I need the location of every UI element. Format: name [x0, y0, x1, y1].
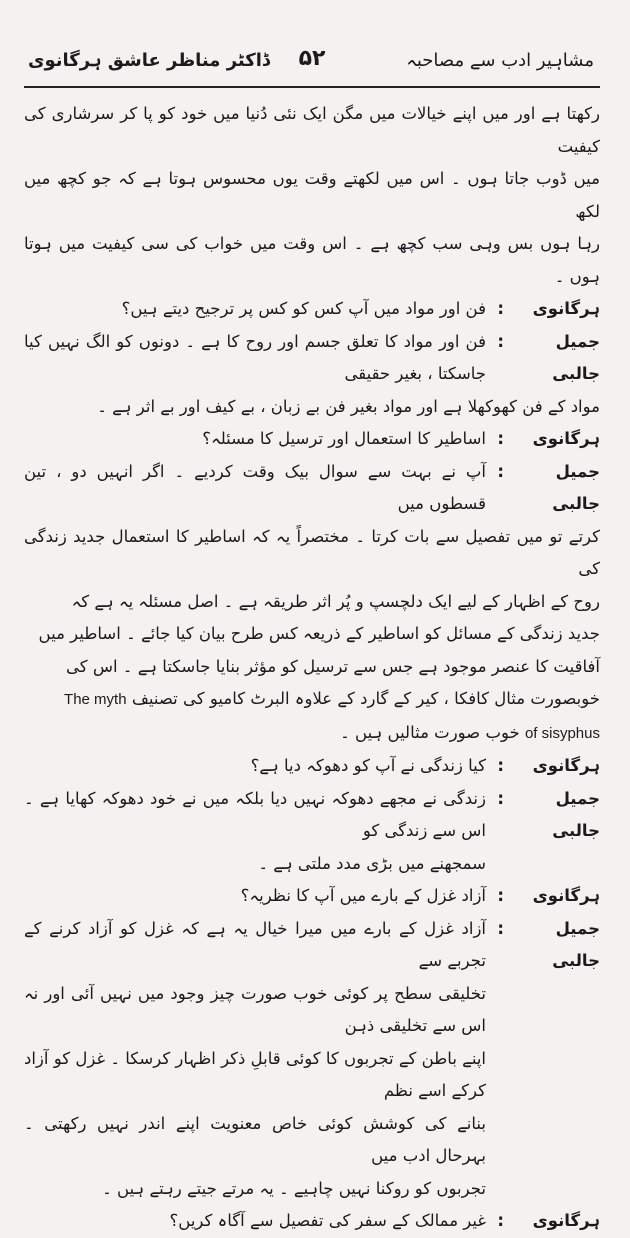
utterance — [24, 750, 486, 783]
utterance-continuation: مواد کے فن کھوکھلا ہے اور مواد بغیر فن بے زبان ، بے کیف اور بے اثر ہے ۔ — [97, 396, 600, 416]
intro-line: رہا ہوں بس وہی سب کچھ ہے ۔ اس وقت میں خواب کی سی کیفیت میں ہوتا ہوں ۔ — [24, 234, 600, 286]
utterance-line: فن اور مواد کا تعلق جسم اور روح کا ہے ۔ دونوں کو الگ نہیں کیا جاسکتا ، بغیر حقیقی — [24, 331, 486, 383]
utterance-line: تجربوں کو روکنا نہیں چاہیے ۔ یہ مرتے جیتے رہتے ہیں ۔ — [102, 1178, 486, 1198]
intro-line: رکھتا ہے اور میں اپنے خیالات میں مگن ایک نئی دُنیا میں خود کو پا کر سرشاری کی کیفیت — [24, 104, 600, 156]
utterance-continuation: روح کے اظہار کے لیے ایک دلچسپ و پُر اثر طریقہ ہے ۔ اصل مسئلہ یہ ہے کہ — [71, 591, 600, 611]
speaker-name: جمیل جالبی — [552, 918, 600, 970]
speaker-name: جمیل جالبی — [552, 331, 600, 383]
page-number: ۵۲ — [298, 46, 326, 71]
utterance-line: آپ نے بہت سے سوال بیک وقت کردیے ۔ اگر انہیں دو ، تین قسطوں میں — [24, 461, 486, 513]
speaker-colon: : — [497, 788, 504, 808]
utterance — [24, 293, 486, 326]
utterance-line: فن اور مواد میں آپ کس کو کس پر ترجیح دیتے ہیں؟ — [121, 299, 486, 318]
dialogue-entry — [24, 293, 600, 326]
latin-title-part: The myth — [64, 691, 127, 708]
dialogue-entry — [24, 326, 600, 391]
utterance — [24, 456, 486, 521]
speaker-colon: : — [497, 918, 504, 938]
utterance — [24, 880, 486, 913]
author-name: ڈاکٹر مناظر عاشق ہرگانوی — [28, 50, 270, 71]
speaker-name: جمیل جالبی — [552, 461, 600, 513]
utterance-line: سمجھنے میں بڑی مدد ملتی ہے ۔ — [258, 853, 486, 873]
dialogue-entry — [24, 783, 600, 881]
utterance-line: آزاد غزل کے بارے میں میرا خیال یہ ہے کہ غزل کو آزاد کرنے کے تجربے سے — [24, 918, 486, 970]
page-body — [24, 98, 600, 1238]
utterance-line: اپنے باطن کے تجربوں کا کوئی قابلِ ذکر اظہار کرسکا ۔ غزل کو آزاد کرکے اسے نظم — [24, 1048, 486, 1100]
dialogue-entry — [24, 1205, 600, 1238]
speaker-name: ہرگانوی — [532, 756, 600, 775]
dialogue-entry — [24, 880, 600, 913]
latin-title-part: of sisyphus — [524, 724, 600, 742]
utterance-line: اساطیر کا استعمال اور ترسیل کا مسئلہ؟ — [202, 429, 486, 448]
utterance — [24, 1205, 486, 1238]
utterance-line: زندگی نے مجھے دھوکہ نہیں دیا بلکہ میں نے خود دھوکہ کھایا ہے ۔ اس سے زندگی کو — [24, 788, 486, 840]
page-header — [24, 40, 600, 88]
speaker-name: جمیل جالبی — [552, 788, 600, 840]
book-title: مشاہیر ادب سے مصاحبہ — [406, 50, 594, 71]
utterance-line: آزاد غزل کے بارے میں آپ کا نظریہ؟ — [240, 886, 486, 905]
utterance — [24, 326, 486, 391]
utterance-continuation — [24, 717, 600, 751]
utterance-continuation: آفاقیت کا عنصر موجود ہے جس سے ترسیل کو مؤثر بنایا جاسکتا ہے ۔ اس کی — [65, 656, 600, 676]
utterance-line: غیر ممالک کے سفر کی تفصیل سے آگاہ کریں؟ — [169, 1211, 486, 1230]
utterance-continuation: جدید زندگی کے مسائل کو اساطیر کے ذریعہ کس طرح بیان کیا جائے ۔ اساطیر میں — [38, 624, 600, 643]
utterance-line: کیا زندگی نے آپ کو دھوکہ دیا ہے؟ — [250, 756, 486, 775]
dialogue-entry — [24, 750, 600, 783]
speaker-colon: : — [497, 461, 504, 481]
dialogue-entry — [24, 456, 600, 521]
speaker-name: ہرگانوی — [532, 1211, 600, 1230]
speaker-name: ہرگانوی — [532, 886, 600, 905]
dialogue-entry — [24, 423, 600, 456]
intro-line: میں ڈوب جاتا ہوں ۔ اس میں لکھتے وقت یوں محسوس ہوتا ہے کہ جو کچھ میں لکھ — [24, 169, 600, 221]
utterance-continuation: کرتے تو میں تفصیل سے بات کرتا ۔ مختصراً یہ کہ اساطیر کا استعمال جدید زندگی کی — [24, 526, 600, 578]
utterance-text: خوبصورت مثال کافکا ، کیر کے گارد کے علاوہ البرٹ کامیو کی تصنیف — [131, 689, 600, 708]
speaker-colon: : — [497, 1211, 504, 1230]
utterance — [24, 783, 486, 881]
speaker-colon: : — [497, 299, 504, 318]
speaker-colon: : — [497, 756, 504, 775]
utterance-line: بنانے کی کوشش کوئی خاص معنویت اپنے اندر نہیں رکھتی ۔ بہرحال ادب میں — [24, 1113, 486, 1165]
speaker-colon: : — [497, 429, 504, 448]
speaker-colon: : — [497, 331, 504, 351]
utterance-continuation — [24, 683, 600, 717]
speaker-name: ہرگانوی — [532, 299, 600, 318]
utterance — [24, 423, 486, 456]
utterance-line: تخلیقی سطح پر کوئی خوب صورت چیز وجود میں نہیں آئی اور نہ اس سے تخلیقی ذہن — [24, 983, 486, 1035]
speaker-name: ہرگانوی — [532, 429, 600, 448]
utterance — [24, 913, 486, 1206]
utterance-text: خوب صورت مثالیں ہیں ۔ — [340, 722, 520, 742]
speaker-colon: : — [497, 886, 504, 905]
dialogue-entry — [24, 913, 600, 1206]
